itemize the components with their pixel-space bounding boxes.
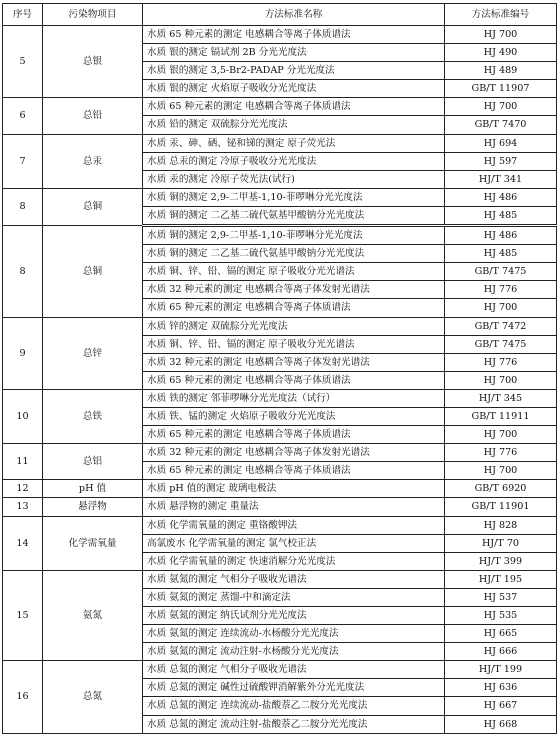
- method-name-cell: 水质 化学需氧量的测定 重铬酸钾法: [143, 516, 445, 534]
- method-code-cell: HJ 665: [445, 625, 557, 643]
- serial-number-cell: 12: [3, 480, 43, 498]
- method-code-cell: HJ 486: [445, 188, 557, 206]
- pollutant-cell: 化学需氧量: [43, 516, 143, 570]
- method-name-cell: 水质 65 种元素的测定 电感耦合等离子体质谱法: [143, 98, 445, 116]
- method-code-cell: HJ 776: [445, 444, 557, 462]
- method-name-cell: 水质 65 种元素的测定 电感耦合等离子体质谱法: [143, 371, 445, 389]
- method-code-cell: GB/T 7475: [445, 263, 557, 281]
- method-code-cell: HJ/T 199: [445, 661, 557, 679]
- method-code-cell: GB/T 7475: [445, 335, 557, 353]
- method-code-cell: GB/T 7470: [445, 116, 557, 134]
- method-code-cell: HJ 700: [445, 462, 557, 480]
- method-code-cell: HJ 700: [445, 371, 557, 389]
- pollutant-cell: 氨氮: [43, 570, 143, 660]
- table-row: [3, 480, 557, 498]
- pollutant-cell: 总铜: [43, 188, 143, 225]
- pollutant-cell: 总氮: [43, 661, 143, 733]
- pollutant-cell: 悬浮物: [43, 498, 143, 516]
- method-name-cell: 水质 氨氮的测定 连续流动-水杨酸分光光度法: [143, 625, 445, 643]
- header-row: [3, 4, 557, 26]
- method-name-cell: 水质 银的测定 镉试剂 2B 分光光度法: [143, 44, 445, 62]
- table-row: [3, 188, 557, 206]
- method-name-cell: 水质 铜、锌、铅、镉的测定 原子吸收分光光谱法: [143, 263, 445, 281]
- method-name-cell: 水质 总氮的测定 流动注射-盐酸萘乙二胺分光光度法: [143, 715, 445, 733]
- method-name-cell: 水质 pH 值的测定 玻璃电极法: [143, 480, 445, 498]
- header-method-code: 方法标准编号: [445, 4, 557, 26]
- method-code-cell: HJ 485: [445, 245, 557, 263]
- method-code-cell: HJ 485: [445, 206, 557, 225]
- method-code-cell: HJ/T 399: [445, 552, 557, 570]
- serial-number-cell: 16: [3, 661, 43, 733]
- method-code-cell: GB/T 11901: [445, 498, 557, 516]
- pollutant-cell: 总汞: [43, 134, 143, 188]
- method-name-cell: 水质 总氮的测定 碱性过硫酸钾消解紫外分光光度法: [143, 679, 445, 697]
- pollutant-cell: 总铜: [43, 226, 143, 317]
- method-name-cell: 水质 银的测定 火焰原子吸收分光光度法: [143, 80, 445, 98]
- serial-number-cell: 10: [3, 389, 43, 443]
- method-code-cell: HJ/T 341: [445, 170, 557, 188]
- pollutant-cell: 总铝: [43, 444, 143, 480]
- method-name-cell: 水质 铅的测定 双硫腙分光光度法: [143, 116, 445, 134]
- method-name-cell: 水质 汞的测定 冷原子荧光法(试行): [143, 170, 445, 188]
- method-name-cell: 水质 汞、砷、硒、铋和锑的测定 原子荧光法: [143, 134, 445, 152]
- table-row: [3, 98, 557, 116]
- method-name-cell: 水质 悬浮物的测定 重量法: [143, 498, 445, 516]
- method-code-cell: HJ 535: [445, 607, 557, 625]
- method-name-cell: 水质 氨氮的测定 蒸馏-中和滴定法: [143, 588, 445, 606]
- method-code-cell: GB/T 11907: [445, 80, 557, 98]
- method-code-cell: GB/T 7472: [445, 317, 557, 335]
- pollutant-cell: 总锌: [43, 317, 143, 389]
- method-code-cell: HJ 486: [445, 226, 557, 245]
- standards-document: [2, 3, 557, 734]
- method-name-cell: 水质 铜的测定 二乙基二硫代氨基甲酸钠分光光度法: [143, 206, 445, 225]
- serial-number-cell: 11: [3, 444, 43, 480]
- method-code-cell: HJ 700: [445, 98, 557, 116]
- serial-number-cell: 15: [3, 570, 43, 660]
- method-code-cell: HJ 668: [445, 715, 557, 733]
- method-name-cell: 水质 总汞的测定 冷原子吸收分光光度法: [143, 152, 445, 170]
- serial-number-cell: 13: [3, 498, 43, 516]
- method-code-cell: HJ/T 345: [445, 389, 557, 407]
- method-code-cell: HJ 667: [445, 697, 557, 715]
- method-name-cell: 水质 锌的测定 双硫腙分光光度法: [143, 317, 445, 335]
- header-method-name: 方法标准名称: [143, 4, 445, 26]
- method-code-cell: HJ 700: [445, 299, 557, 317]
- method-code-cell: HJ 666: [445, 643, 557, 661]
- serial-number-cell: 7: [3, 134, 43, 188]
- serial-number-cell: 8: [3, 226, 43, 317]
- method-code-cell: HJ 776: [445, 281, 557, 299]
- serial-number-cell: 14: [3, 516, 43, 570]
- table-row: [3, 498, 557, 516]
- pollutant-cell: pH 值: [43, 480, 143, 498]
- method-code-cell: HJ 828: [445, 516, 557, 534]
- table-row: [3, 134, 557, 152]
- method-name-cell: 水质 65 种元素的测定 电感耦合等离子体质谱法: [143, 299, 445, 317]
- method-code-cell: HJ 694: [445, 134, 557, 152]
- pollutant-cell: 总铁: [43, 389, 143, 443]
- method-name-cell: 水质 化学需氧量的测定 快速消解分光光度法: [143, 552, 445, 570]
- serial-number-cell: 9: [3, 317, 43, 389]
- method-name-cell: 高氯废水 化学需氧量的测定 氯气校正法: [143, 534, 445, 552]
- method-name-cell: 水质 银的测定 3,5-Br2-PADAP 分光光度法: [143, 62, 445, 80]
- method-code-cell: HJ 700: [445, 426, 557, 444]
- monitoring-methods-table: [2, 3, 557, 734]
- serial-number-cell: 6: [3, 98, 43, 134]
- table-row: [3, 317, 557, 335]
- method-name-cell: 水质 氨氮的测定 流动注射-水杨酸分光光度法: [143, 643, 445, 661]
- method-name-cell: 水质 65 种元素的测定 电感耦合等离子体质谱法: [143, 426, 445, 444]
- table-row: [3, 226, 557, 245]
- method-code-cell: HJ/T 195: [445, 570, 557, 588]
- method-code-cell: GB/T 6920: [445, 480, 557, 498]
- method-name-cell: 水质 铁的测定 邻菲啰啉分光光度法（试行）: [143, 389, 445, 407]
- method-name-cell: 水质 铜的测定 2,9-二甲基-1,10-菲啰啉分光光度法: [143, 188, 445, 206]
- method-name-cell: 水质 总氮的测定 连续流动-盐酸萘乙二胺分光光度法: [143, 697, 445, 715]
- table-header: [3, 4, 557, 26]
- method-code-cell: HJ 490: [445, 44, 557, 62]
- method-name-cell: 水质 65 种元素的测定 电感耦合等离子体质谱法: [143, 462, 445, 480]
- table-row: [3, 26, 557, 44]
- method-name-cell: 水质 32 种元素的测定 电感耦合等离子体发射光谱法: [143, 353, 445, 371]
- table-row: [3, 444, 557, 462]
- table-row: [3, 661, 557, 679]
- method-code-cell: HJ 776: [445, 353, 557, 371]
- table-row: [3, 570, 557, 588]
- method-code-cell: HJ 489: [445, 62, 557, 80]
- method-name-cell: 水质 32 种元素的测定 电感耦合等离子体发射光谱法: [143, 281, 445, 299]
- method-code-cell: HJ 597: [445, 152, 557, 170]
- method-code-cell: HJ/T 70: [445, 534, 557, 552]
- method-name-cell: 水质 铜的测定 二乙基二硫代氨基甲酸钠分光光度法: [143, 245, 445, 263]
- table-row: [3, 389, 557, 407]
- method-name-cell: 水质 氨氮的测定 气相分子吸收光谱法: [143, 570, 445, 588]
- method-name-cell: 水质 铜、锌、铅、镉的测定 原子吸收分光光谱法: [143, 335, 445, 353]
- method-name-cell: 水质 总氮的测定 气相分子吸收光谱法: [143, 661, 445, 679]
- pollutant-cell: 总银: [43, 26, 143, 98]
- method-code-cell: HJ 700: [445, 26, 557, 44]
- method-name-cell: 水质 铁、锰的测定 火焰原子吸收分光光度法: [143, 407, 445, 425]
- serial-number-cell: 8: [3, 188, 43, 225]
- method-name-cell: 水质 铜的测定 2,9-二甲基-1,10-菲啰啉分光光度法: [143, 226, 445, 245]
- method-code-cell: HJ 537: [445, 588, 557, 606]
- method-name-cell: 水质 氨氮的测定 纳氏试剂分光光度法: [143, 607, 445, 625]
- header-pollutant: 污染物项目: [43, 4, 143, 26]
- header-serial-number: 序号: [3, 4, 43, 26]
- method-code-cell: HJ 636: [445, 679, 557, 697]
- serial-number-cell: 5: [3, 26, 43, 98]
- method-name-cell: 水质 32 种元素的测定 电感耦合等离子体发射光谱法: [143, 444, 445, 462]
- table-body: [3, 26, 557, 734]
- method-code-cell: GB/T 11911: [445, 407, 557, 425]
- pollutant-cell: 总铅: [43, 98, 143, 134]
- table-row: [3, 516, 557, 534]
- method-name-cell: 水质 65 种元素的测定 电感耦合等离子体质谱法: [143, 26, 445, 44]
